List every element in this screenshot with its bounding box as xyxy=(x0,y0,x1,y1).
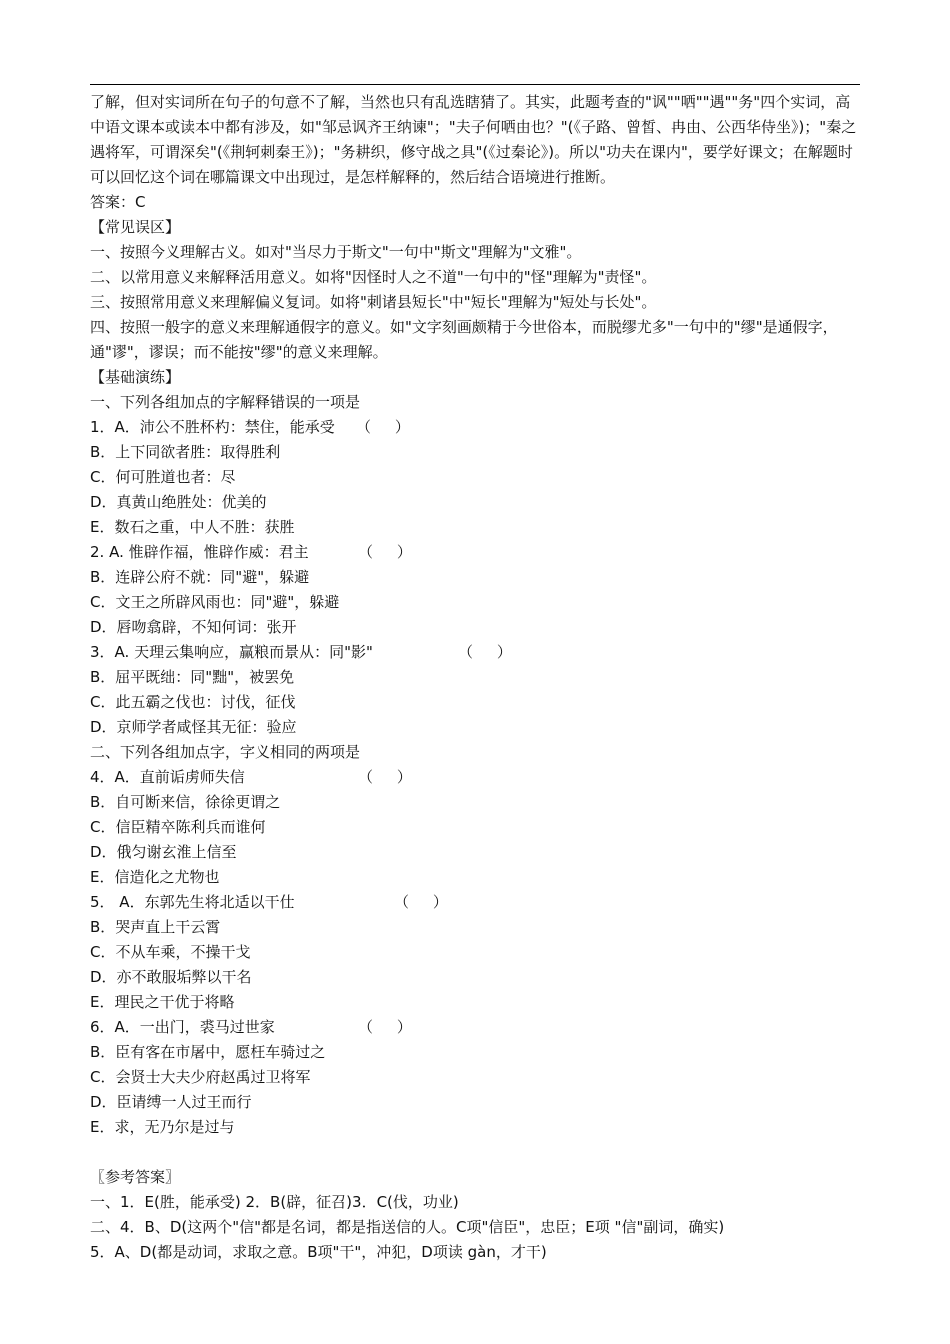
option-text: 5． A．东郭先生将北适以干仕 xyxy=(90,893,295,911)
mistake-item: 二、以常用意义来解释活用意义。如将"因怪时人之不道"一句中的"怪"理解为"责怪"。 xyxy=(90,268,657,286)
mistake-item: 一、按照今义理解古义。如对"当尽力于斯文"一句中"斯文"理解为"文雅"。 xyxy=(90,243,582,261)
question-3-option-b: B．屈平既绌：同"黜"，被罢免 xyxy=(90,668,295,686)
question-3-option-c: C．此五霸之伐也：讨伐，征伐 xyxy=(90,693,296,711)
mistake-item: 三、按照常用意义来理解偏义复词。如将"刺诸县短长"中"短长"理解为"短处与长处"。 xyxy=(90,293,657,311)
question-6-option-c: C．会贤士大夫少府赵禹过卫将军 xyxy=(90,1068,311,1086)
question-4-option-e: E．信造化之尤物也 xyxy=(90,868,220,886)
option-text: 1．A．沛公不胜杯杓：禁住，能承受 xyxy=(90,418,335,436)
answer-bracket: （ ） xyxy=(356,418,410,436)
spacer xyxy=(90,1140,860,1165)
question-2-option-d: D．唇吻翕辟，不知何词：张开 xyxy=(90,618,297,636)
question-4-option-d: D．俄匀谢玄淮上信至 xyxy=(90,843,237,861)
answer-bracket: （ ） xyxy=(458,643,512,661)
reference-line: 5．A、D(都是动词，求取之意。B项"干"，冲犯，D项读 gàn，才干) xyxy=(90,1243,547,1261)
question-2-option-b: B．连辟公府不就：同"避"，躲避 xyxy=(90,568,310,586)
exercises-heading: 【基础演练】 xyxy=(90,368,181,386)
option-text: 4．A．直前诟虏师失信 xyxy=(90,768,245,786)
question-5-option-e: E．理民之干优于将略 xyxy=(90,993,235,1011)
mistakes-heading: 【常见误区】 xyxy=(90,218,181,236)
question-6-option-b: B．臣有客在市屠中，愿枉车骑过之 xyxy=(90,1043,326,1061)
option-text: 3．A. 天理云集响应，赢粮而景从：同"影" xyxy=(90,643,373,661)
question-6-option-e: E．求，无乃尔是过与 xyxy=(90,1118,235,1136)
question-6-option-a xyxy=(90,1015,860,1040)
answer-bracket: （ ） xyxy=(394,893,448,911)
reference-line: 一、1．E(胜，能承受) 2．B(辟，征召)3．C(伐，功业) xyxy=(90,1193,459,1211)
mistake-item-4: 四、按照一般字的意义来理解通假字的意义。如"文字刻画颇精于今世俗本，而脱缪尤多"一句中的"缪"是通假字，通"谬"，谬误；而不能按"缪"的意义来理解。 xyxy=(90,318,838,361)
question-1-option-b: B．上下同欲者胜：取得胜利 xyxy=(90,443,281,461)
question-2-option-a xyxy=(90,540,860,565)
question-4-option-a xyxy=(90,765,860,790)
question-6-option-d: D．臣请缚一人过王而行 xyxy=(90,1093,252,1111)
question-1-option-c: C．何可胜道也者：尽 xyxy=(90,468,236,486)
header-rule xyxy=(90,84,860,85)
intro-paragraph: 了解，但对实词所在句子的句意不了解，当然也只有乱选瞎猜了。其实，此题考查的"讽""哂""遇""务"四个实词，高中语文课本或读本中都有涉及，如"邹忌讽齐王纳谏"；"夫子何哂由也？"(《子路、曾皙、冉由、公西华侍坐》)；"秦之遇将军，可谓深矣"(《荆轲刺秦王》)；"务耕织，修守战之具"(《过秦论》)。所以"功夫在课内"，要学好课文；在解题时可以回忆这个词在哪篇课文中出现过，是怎样解释的，然后结合语境进行推断。 xyxy=(90,93,857,186)
question-3-option-a xyxy=(90,640,860,665)
question-5-option-d: D．亦不敢服垢弊以干名 xyxy=(90,968,252,986)
question-3-option-d: D．京师学者咸怪其无征：验应 xyxy=(90,718,297,736)
question-5-option-c: C．不从车乘，不操干戈 xyxy=(90,943,251,961)
question-2-option-c: C．文王之所辟风雨也：同"避"，躲避 xyxy=(90,593,340,611)
question-4-option-b: B．自可断来信，徐徐更谓之 xyxy=(90,793,281,811)
option-text: 2. A. 惟辟作福，惟辟作威：君主 xyxy=(90,543,309,561)
question-1-option-e: E．数石之重，中人不胜：获胜 xyxy=(90,518,295,536)
question-5-option-a xyxy=(90,890,860,915)
answer-bracket: （ ） xyxy=(358,768,412,786)
document-body xyxy=(90,90,860,1265)
option-text: 6．A．一出门，裘马过世家 xyxy=(90,1018,275,1036)
question-5-option-b: B．哭声直上干云霄 xyxy=(90,918,221,936)
question-4-option-c: C．信臣精卒陈利兵而谁何 xyxy=(90,818,266,836)
section2-title: 二、下列各组加点字，字义相同的两项是 xyxy=(90,743,361,761)
reference-line: 二、4．B、D(这两个"信"都是名词，都是指送信的人。C项"信臣"，忠臣；E项 "信"副词，确实) xyxy=(90,1218,725,1236)
question-1-option-d: D．真黄山绝胜处：优美的 xyxy=(90,493,267,511)
section1-title: 一、下列各组加点的字解释错误的一项是 xyxy=(90,393,361,411)
question-1-option-a xyxy=(90,415,860,440)
answer-bracket: （ ） xyxy=(358,543,412,561)
answer-bracket: （ ） xyxy=(358,1018,412,1036)
answer-line: 答案：C xyxy=(90,193,146,211)
reference-heading: 〖参考答案〗 xyxy=(90,1168,181,1186)
